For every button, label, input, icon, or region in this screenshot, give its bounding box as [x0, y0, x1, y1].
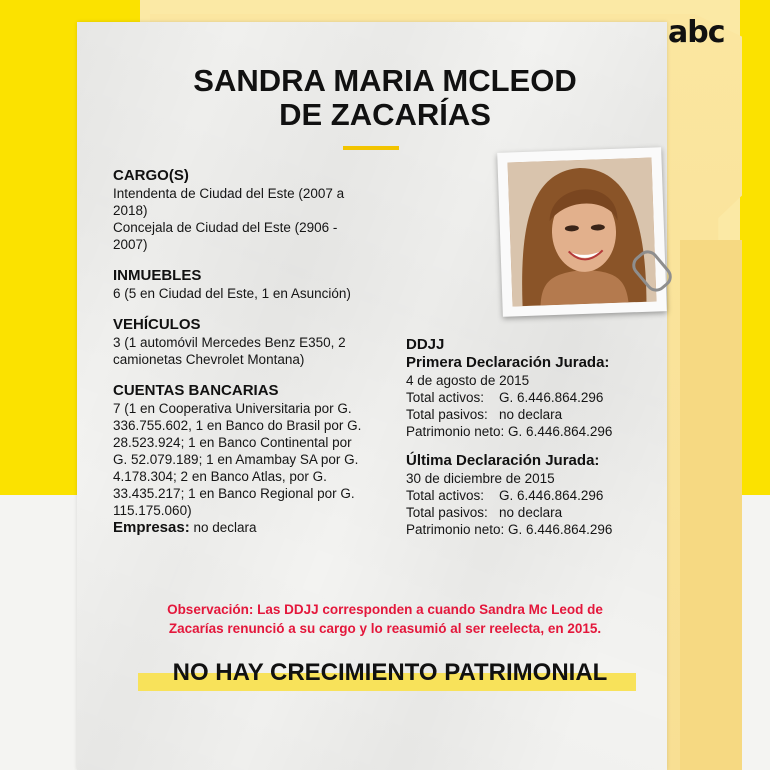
inmuebles-label: INMUEBLES	[113, 267, 202, 284]
page-title	[100, 64, 670, 132]
cargos-line: 2007)	[113, 237, 148, 252]
cuentas-line: 7 (1 en Cooperativa Universitaria por G.	[113, 401, 352, 416]
ultima-date: 30 de diciembre de 2015	[406, 471, 555, 486]
primera-neto: Patrimonio neto: G. 6.446.864.296	[406, 424, 613, 439]
inmuebles-section	[113, 267, 398, 302]
vehiculos-line: 3 (1 automóvil Mercedes Benz E350, 2	[113, 335, 346, 350]
left-column	[113, 167, 398, 537]
portrait-photo	[497, 147, 667, 317]
empresas-value: no declara	[189, 520, 257, 535]
abc-logo: abc	[668, 15, 725, 50]
portrait-image	[508, 158, 657, 307]
folder-ridge	[680, 240, 742, 770]
cuentas-section	[113, 382, 398, 537]
ddjj-column	[406, 336, 666, 538]
ultima-neto: Patrimonio neto: G. 6.446.864.296	[406, 522, 613, 537]
ddjj-label: DDJJ	[406, 336, 445, 353]
primera-activos: Total activos: G. 6.446.864.296	[406, 390, 604, 405]
observation-line-2: Zacarías renunció a su cargo y lo reasumió al ser reelecta, en 2015.	[168, 621, 602, 636]
cargos-line: 2018)	[113, 203, 148, 218]
vehiculos-label: VEHÍCULOS	[113, 316, 201, 333]
empresas-row	[113, 519, 398, 537]
ultima-title: Última Declaración Jurada:	[406, 452, 600, 469]
cargos-section	[113, 167, 398, 253]
primera-date: 4 de agosto de 2015	[406, 373, 530, 388]
conclusion-text: NO HAY CRECIMIENTO PATRIMONIAL	[172, 659, 608, 686]
ultima-ddjj	[406, 452, 666, 538]
cuentas-line: G. 52.079.189; 1 en Amambay SA por G.	[113, 452, 359, 467]
primera-ddjj	[406, 354, 666, 440]
primera-pasivos: Total pasivos: no declara	[406, 407, 563, 422]
cargos-line: Intendenta de Ciudad del Este (2007 a	[113, 186, 345, 201]
cuentas-line: 4.178.304; 2 en Banco Atlas, por G.	[113, 469, 327, 484]
observation-note	[110, 600, 660, 638]
cargos-label: CARGO(S)	[113, 167, 189, 184]
cuentas-label: CUENTAS BANCARIAS	[113, 382, 279, 399]
cuentas-line: 33.435.217; 1 en Banco Regional por G.	[113, 486, 355, 501]
title-underline	[343, 146, 399, 150]
ultima-activos: Total activos: G. 6.446.864.296	[406, 488, 604, 503]
primera-title: Primera Declaración Jurada:	[406, 354, 610, 371]
observation-line-1: Observación: Las DDJJ corresponden a cuando Sandra Mc Leod de	[167, 602, 603, 617]
inmuebles-value: 6 (5 en Ciudad del Este, 1 en Asunción)	[113, 286, 351, 301]
vehiculos-section	[113, 316, 398, 368]
portrait-illustration	[508, 158, 657, 307]
cuentas-line: 336.755.602, 1 en Banco do Brasil por G.	[113, 418, 362, 433]
vehiculos-line: camionetas Chevrolet Montana)	[113, 352, 305, 367]
cuentas-line: 28.523.924; 1 en Banco Continental por	[113, 435, 352, 450]
cuentas-line: 115.175.060)	[113, 503, 192, 518]
empresas-label: Empresas:	[113, 519, 190, 536]
cargos-line: Concejala de Ciudad del Este (2906 -	[113, 220, 338, 235]
ultima-pasivos: Total pasivos: no declara	[406, 505, 563, 520]
title-line-2: DE ZACARÍAS	[279, 97, 491, 132]
title-line-1: SANDRA MARIA MCLEOD	[193, 63, 577, 98]
